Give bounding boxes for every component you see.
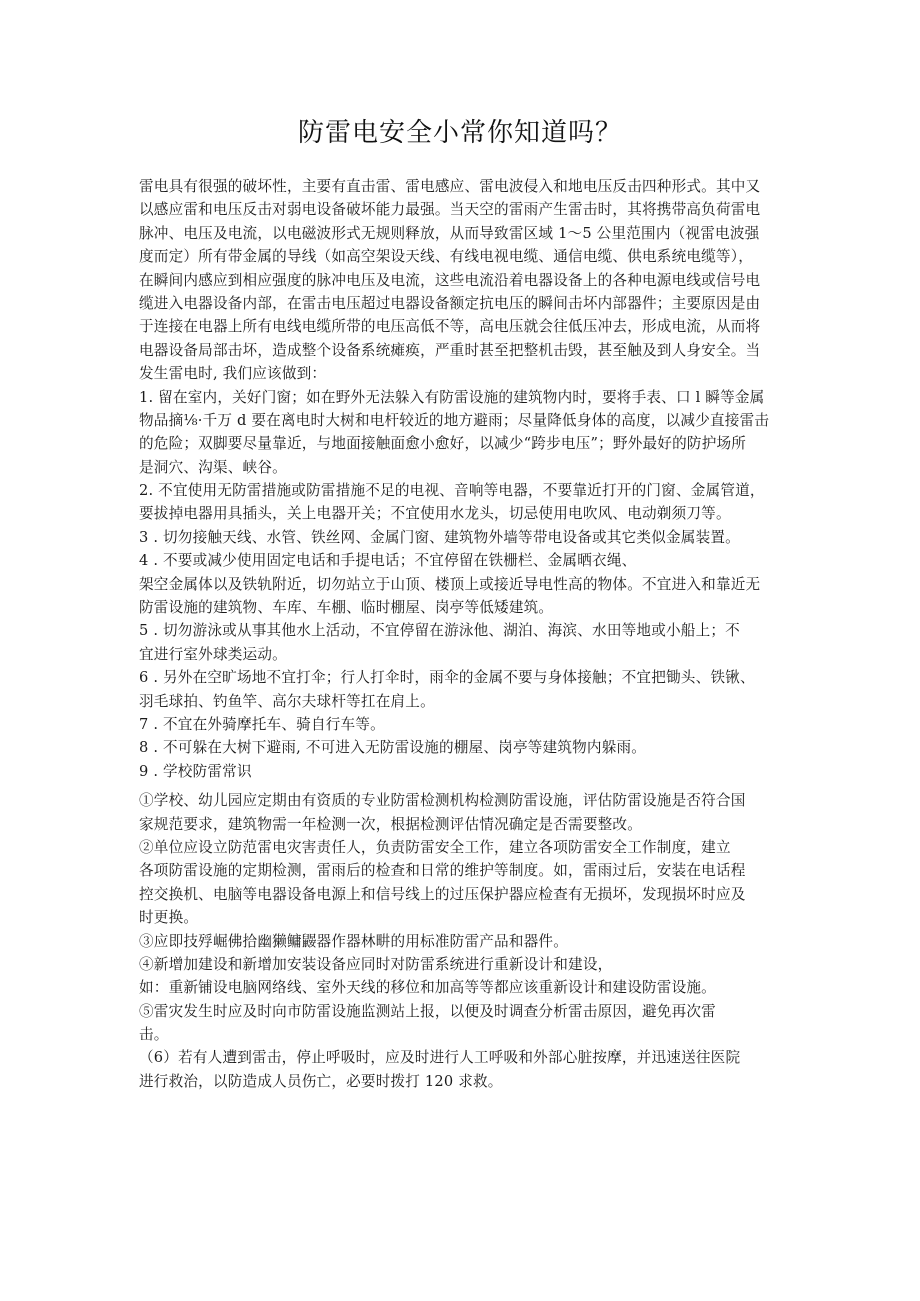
text-line: 5 . 切勿游泳或从事其他水上活动，不宜停留在游泳他、湖泊、海滨、水田等地或小船上；不 (139, 622, 740, 640)
text-line: 宜进行室外球类运动。 (139, 645, 287, 663)
text-line: ①学校、幼儿园应定期由有资质的专业防雷检测机构检测防雷设施，评估防雷设施是否符合国 (139, 792, 746, 810)
text-line: 9 . 学校防雷常识 (139, 762, 252, 780)
text-line: 击。 (139, 1026, 169, 1044)
text-line: 家规范要求，建筑物需一年检测一次，根据检测评估情况确定是否需要整改。 (139, 815, 642, 833)
text-line: 于连接在电器上所有电线电缆所带的电压高低不等，高电压就会往低压冲去，形成电流，从而将 (139, 318, 761, 336)
text-line: 进行救治，以防造成人员伤亡，必要时拨打 120 求救。 (139, 1072, 503, 1090)
text-line: 在瞬间内感应到相应强度的脉冲电压及电流，这些电流沿着电器设备上的各种电源电线或信号电 (139, 271, 761, 289)
text-line: 物品摘⅛·千万 d 要在离电时大树和电杆较近的地方避雨；尽量降低身体的高度，以减少直接雷击 (139, 411, 770, 429)
text-line: 3 . 切勿接触天线、水管、铁丝网、金属门窗、建筑物外墙等带电设备或其它类似金属装置。 (139, 528, 740, 546)
text-line: （6）若有人遭到雷击，停止呼吸时，应及时进行人工呼吸和外部心脏按摩，并迅速送往医院 (139, 1049, 741, 1067)
text-line: 发生雷电时, 我们应该做到： (139, 365, 327, 383)
text-line: 是洞穴、沟渠、峡谷。 (139, 458, 287, 476)
text-line: 的危险；双脚要尽量靠近，与地面接触面愈小愈好，以减少“跨步电压”；野外最好的防护场所 (139, 435, 747, 453)
text-line: 要拔掉电器用具插头，关上电器开关；不宜使用水龙头，切忌使用电吹风、电动剃须刀等。 (139, 505, 731, 523)
text-line: 7 . 不宜在外骑摩托车、骑自行车等。 (139, 715, 385, 733)
text-line: 架空金属体以及铁轨附近，切勿站立于山顶、楼顶上或接近导电性高的物体。不宜进入和靠近无 (139, 575, 761, 593)
text-line: 羽毛球拍、钓鱼竿、高尔夫球杆等扛在肩上。 (139, 692, 435, 710)
text-line: 控交换机、电脑等电器设备电源上和信号线上的过压保护器应检查有无损坏，发现损坏时应及 (139, 885, 746, 903)
text-line: 6 . 另外在空旷场地不宜打伞；行人打伞时，雨伞的金属不要与身体接触；不宜把锄头、铁锹、 (139, 669, 755, 687)
text-line: 2. 不宜使用无防雷措施或防雷措施不足的电视、音响等电器，不要靠近打开的门窗、金属管道， (139, 482, 765, 500)
text-line: ⑤雷灾发生时应及时向市防雷设施监测站上报，以便及时调查分析雷击原因，避免再次雷 (139, 1002, 716, 1020)
text-line: 1. 留在室内，关好门窗；如在野外无法躲入有防雷设施的建筑物内时，要将手表、口 l 瞬等金属 (139, 388, 765, 406)
text-line: ④新增加建设和新增加安装设备应同时对防雷系统进行重新设计和建设， (139, 955, 613, 973)
text-line: 时更换。 (139, 909, 199, 927)
text-line: 4 . 不要或减少使用固定电话和手提电话；不宜停留在铁栅栏、金属晒衣绳、 (139, 552, 637, 570)
text-line: 电器设备局部击坏，造成整个设备系统瘫痪，严重时甚至把整机击毁，甚至触及到人身安全。当 (139, 341, 761, 359)
article-body (139, 175, 799, 1093)
page-title: 防雷电安全小常你知道吗？ (297, 118, 622, 148)
text-line: 以感应雷和电压反击对弱电设备破坏能力最强。当天空的雷雨产生雷击时，其将携带高负荷雷电 (139, 201, 761, 219)
text-line: 度而定）所有带金属的导线（如高空架设天线、有线电视电缆、通信电缆、供电系统电缆等）， (139, 248, 754, 266)
text-line: 防雷设施的建筑物、车库、车棚、临时棚屋、岗亭等低矮建筑。 (139, 599, 554, 617)
text-line: 雷电具有很强的破坏性，主要有直击雷、雷电感应、雷电波侵入和地电压反击四种形式。其中又 (139, 178, 761, 195)
text-line: 8 . 不可躲在大树下避雨, 不可进入无防雷设施的棚屋、岗亭等建筑物内躲雨。 (139, 739, 647, 757)
text-line: 脉冲、电压及电流，以电磁波形式无规则释放，从而导致雷区域 1〜5 公里范围内（视雷电波强 (139, 224, 760, 242)
text-line: 缆进入电器设备内部，在雷击电压超过电器设备额定抗电压的瞬间击坏内部器件；主要原因是由 (139, 294, 761, 312)
text-line: 如：重新铺设电脑网络线、室外天线的移位和加高等等都应该重新设计和建设防雷设施。 (139, 979, 716, 997)
text-line: ②单位应设立防范雷电灾害责任人，负责防雷安全工作，建立各项防雷安全工作制度，建立 (139, 838, 731, 856)
text-line: ③应即技殍崛佛拾幽獭鳙鼹器作器林畊的用标准防雷产品和器件。 (139, 932, 569, 950)
text-line: 各项防雷设施的定期检测，雷雨后的检查和日常的维护等制度。如，雷雨过后，安装在电话程 (139, 862, 746, 880)
